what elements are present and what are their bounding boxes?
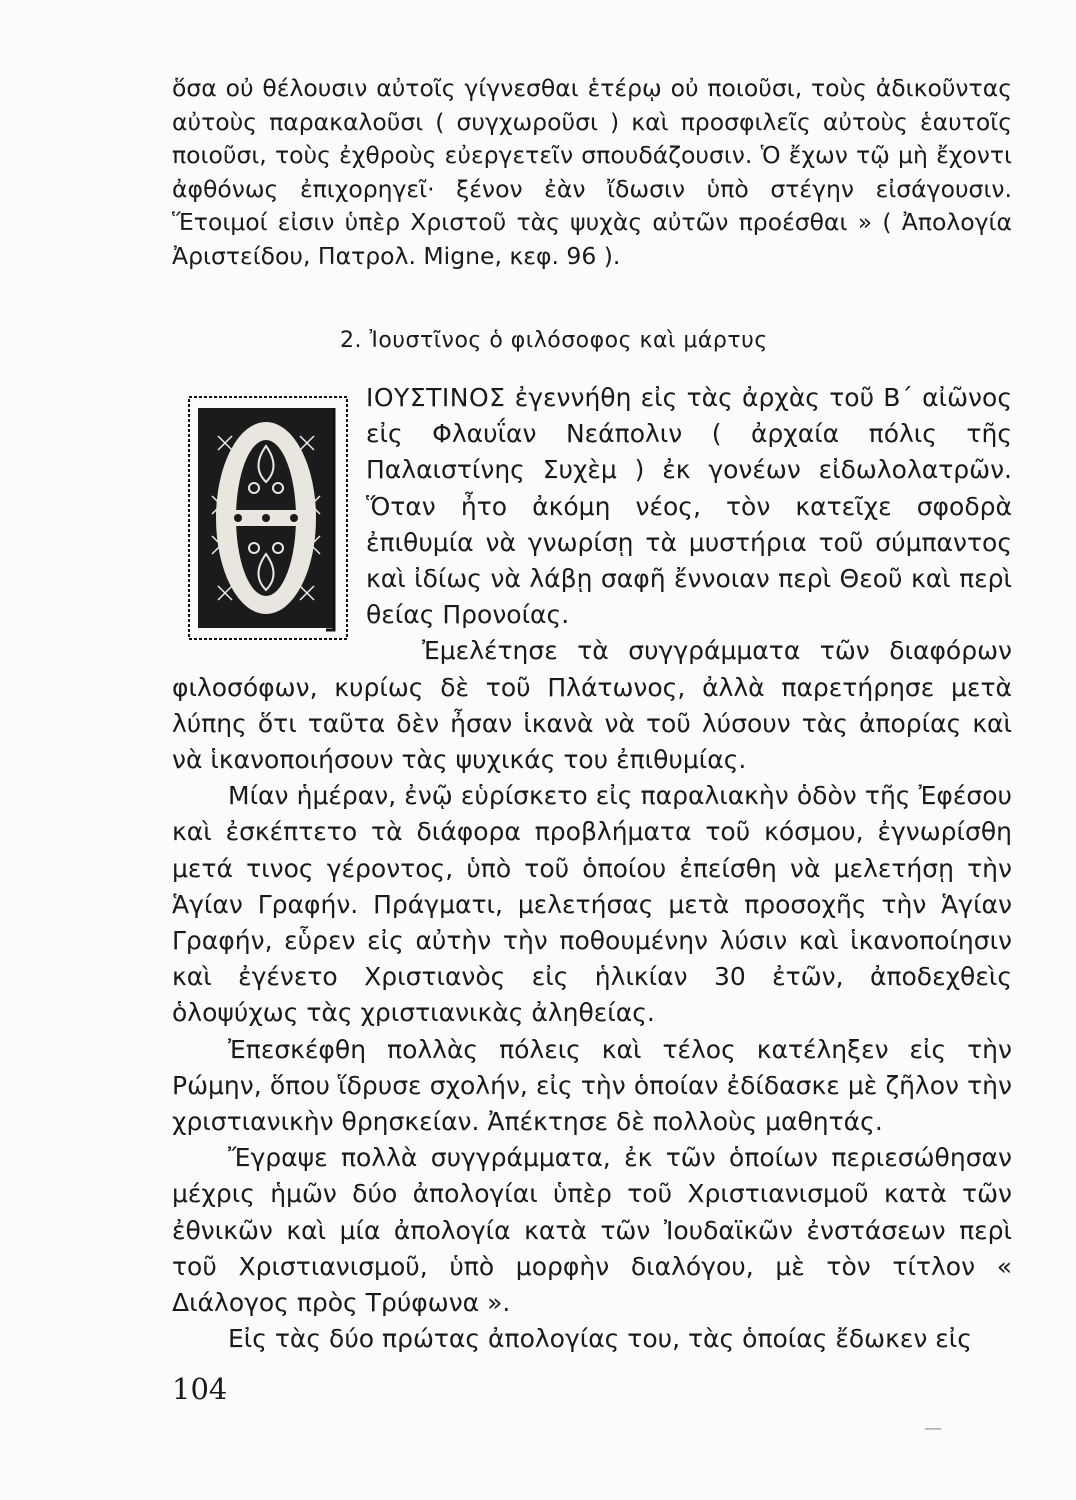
intro-quote-block [172,72,1012,273]
ornamental-drop-cap-theta-icon [188,396,348,640]
paragraph-5: Ἔγραψε πολλὰ συγγράμματα, ἐκ τῶν ὁποίων περιεσώθησαν μέχρις ἡμῶν δύο ἀπολογίαι ὑπὲρ τοῦ Χριστιανισμοῦ κατὰ τῶν ἐθνικῶν καὶ μία ἀπολογία κατὰ τῶν Ἰουδαϊκῶν ἐνστάσεων περὶ τοῦ Χριστιανισμοῦ, ὑπὸ μορφὴν διαλόγου, μὲ τὸν τίτλον « Διάλογος πρὸς Τρύφωνα ». [172,1143,1012,1318]
page-number: 104 [172,1372,228,1406]
intro-paragraph: ὅσα οὐ θέλουσιν αὐτοῖς γίγνεσθαι ἑτέρῳ οὐ ποιοῦσι, τοὺς ἀδικοῦντας αὐτοὺς παρακαλοῦσι ( συγχωροῦσι ) καὶ προσφιλεῖς αὐτοὺς ἑαυτοῖς ποιοῦσι, τοὺς ἐχθροὺς εὐεργετεῖν σπουδάζουσιν. Ὁ ἔχων τῷ μὴ ἔχοντι ἀφθόνως ἐπιχορηγεῖ· ξένον ἐὰν ἴδωσιν ὑπὸ στέγην εἰσάγουσιν. Ἕτοιμοί εἰσιν ὑπὲρ Χριστοῦ τὰς ψυχὰς αὐτῶν προέσθαι » ( Ἀπολογία Ἀριστείδου, Πατρολ. Migne, κεφ. 96 ). [172,74,1012,270]
paragraph-4: Ἐπεσκέφθη πολλὰς πόλεις καὶ τέλος κατέληξεν εἰς τὴν Ρώμην, ὅπου ἵδρυσε σχολήν, εἰς τὴν ὁποίαν ἐδίδασκε μὲ ζῆλον τὴν χριστιανικὴν θρησκείαν. Ἀπέκτησε δὲ πολλοὺς μαθητάς. [172,1034,1012,1137]
section-heading: 2. Ἰουστῖνος ὁ φιλόσοφος καὶ μάρτυς [340,328,768,353]
paragraph-3: Μίαν ἡμέραν, ἐνῷ εὑρίσκετο εἰς παραλιακὴν ὁδὸν τῆς Ἐφέσου καὶ ἐσκέπτετο τὰ διάφορα προβλήματα τοῦ κόσμου, ἐγνωρίσθη μετά τινος γέροντος, ὑπὸ τοῦ ὁποίου ἐπείσθη νὰ μελετήσῃ τὴν Ἁγίαν Γραφήν. Πράγματι, μελετήσας μετὰ προσοχῆς τὴν Ἁγίαν Γραφήν, εὗρεν εἰς αὐτὴν τὴν ποθουμένην λύσιν καὶ ἱκανοποίησιν καὶ ἐγένετο Χριστιανὸς εἰς ἡλικίαν 30 ἐτῶν, ἀποδεχθεὶς ὁλοψύχως τὰς χριστιανικὰς ἀληθείας. [172,781,1012,1028]
body-text [172,380,1012,1357]
paragraph-1-text: ἐγεννήθη εἰς τὰς ἀρχὰς τοῦ Β΄ αἰῶνος εἰς Φλαυΐαν Νεάπολιν ( ἀρχαία πόλις τῆς Παλαιστίνης Συχὲμ ) ἐκ γονέων εἰδωλολατρῶν. Ὅταν ἦτο ἀκόμη νέος, τὸν κατεῖχε σφοδρὰ ἐπιθυμία νὰ γνωρίσῃ τὰ μυστήρια τοῦ σύμπαντος καὶ ἰδίως νὰ λάβῃ σαφῆ ἔννοιαν περὶ Θεοῦ καὶ περὶ θείας Προνοίας. [366,383,1012,630]
paragraph-6: Εἰς τὰς δύο πρώτας ἀπολογίας του, τὰς ὁποίας ἔδωκεν εἰς [228,1324,972,1354]
opening-word: ΙΟΥΣΤΙΝΟΣ [366,383,506,412]
margin-mark: — [924,1418,942,1439]
paragraph-2: Ἐμελέτησε τὰ συγγράμματα τῶν διαφόρων φιλοσόφων, κυρίως δὲ τοῦ Πλάτωνος, ἀλλὰ παρετήρησε μετὰ λύπης ὅτι ταῦτα δὲν ἦσαν ἱκανὰ νὰ τοῦ λύσουν τὰς ἀπορίας καὶ νὰ ἱκανοποιήσουν τὰς ψυχικάς του ἐπιθυμίας. [172,636,1012,775]
